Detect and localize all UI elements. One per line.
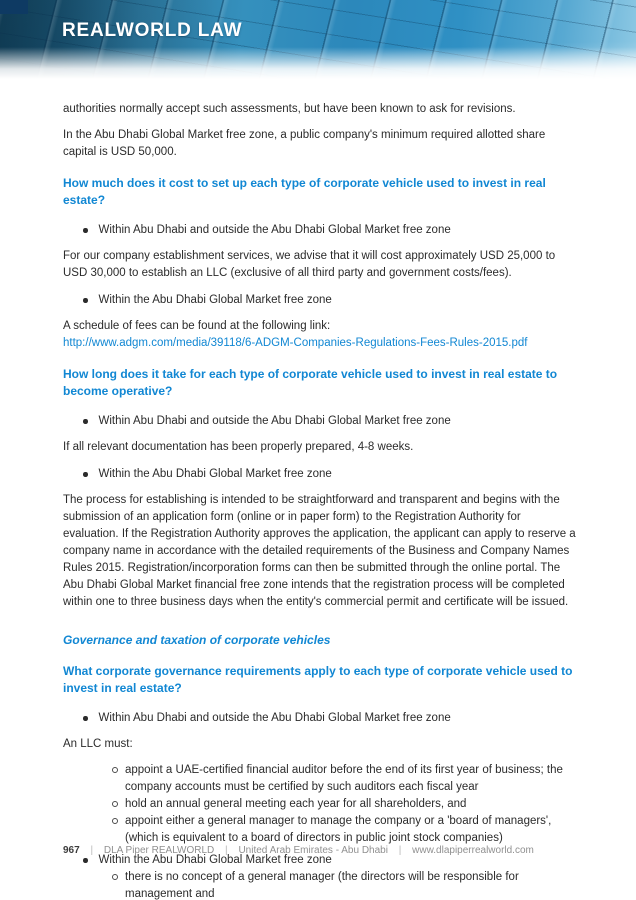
footer-separator: | [225,845,228,856]
sub-list-item [112,869,578,900]
list-item [83,413,578,430]
paragraph: If all relevant documentation has been properly prepared, 4-8 weeks. [63,441,414,453]
section-heading-governance-taxation: Governance and taxation of corporate vehicles [63,633,331,647]
list-item-label: Within Abu Dhabi and outside the Abu Dhabi Global Market free zone [98,224,451,236]
list-item [83,292,578,309]
link-paragraph [63,335,578,352]
bullet-icon [83,228,88,233]
circle-bullet-icon [112,801,118,807]
list-item-label: Within the Abu Dhabi Global Market free zone [98,468,332,480]
page-number: 967 [63,845,80,856]
paragraph: In the Abu Dhabi Global Market free zone, a public company's minimum required allotted share capital is USD 50,000. [63,129,546,158]
adgm-fees-pdf-link[interactable]: http://www.adgm.com/media/39118/6-ADGM-Companies-Regulations-Fees-Rules-2015.pdf [63,337,528,349]
paragraph: For our company establishment services, we advise that it will cost approximately USD 25,000 to USD 30,000 to establish an LLC (exclusive of all third party and government costs/fees). [63,250,556,279]
question-heading-setup-cost: How much does it cost to set up each type of corporate vehicle used to invest in real estate? [63,176,546,207]
sub-list-item [112,762,578,796]
footer-separator: | [90,845,94,856]
bullet-icon [83,298,88,303]
sub-list-item [112,813,578,847]
bullet-icon [83,858,88,863]
list-item-label: Within Abu Dhabi and outside the Abu Dhabi Global Market free zone [98,712,451,724]
list-item-label: Within the Abu Dhabi Global Market free zone [98,854,332,866]
paragraph: authorities normally accept such assessments, but have been known to ask for revisions. [63,103,516,115]
circle-bullet-icon [112,818,118,824]
bullet-icon [83,716,88,721]
sub-list-item-label: appoint either a general manager to manage the company or a 'board of managers', (which is equivalent to a board of directors in public joint stock companies) [125,815,552,844]
page-footer [63,845,534,856]
header-corner-panel [0,0,28,14]
list-item-label: Within the Abu Dhabi Global Market free zone [98,294,332,306]
list-item [83,466,578,483]
question-heading-setup-time: How long does it take for each type of corporate vehicle used to invest in real estate to become operative? [63,367,558,398]
footer-publication: DLA Piper REALWORLD [103,845,215,856]
bullet-icon [83,419,88,424]
paragraph: The process for establishing is intended to be straightforward and transparent and begins with the submission of an application form (online or in paper form) to the Registration Authority for evaluation. If the Registration Authority approves the application, the applicant can apply to reserve a company name in accordance with the detailed requirements of the Business and Company Names Rules 2015. Registration/incorporation forms can then be submitted through the online portal. The Abu Dhabi Global Market financial free zone intends that the registration process will be completed within one to three business days when the entity's commercial permit and certificate will be issued. [63,494,576,608]
list-item [83,710,578,727]
footer-separator: | [398,845,402,856]
paragraph: A schedule of fees can be found at the following link: [63,320,331,332]
footer-website-url: www.dlapiperrealworld.com [412,845,534,856]
question-heading-governance-requirements: What corporate governance requirements apply to each type of corporate vehicle used to invest in real estate? [63,664,573,695]
brand-wordmark: REALWORLD LAW [62,20,243,41]
page-header-banner [0,0,636,84]
sub-list-item-label: appoint a UAE-certified financial auditor before the end of its first year of business; the company accounts must be certified by such auditors each fiscal year [125,764,563,793]
paragraph: An LLC must: [63,738,133,750]
list-item [83,222,578,239]
document-body [0,84,636,900]
sub-list-item [112,796,578,813]
footer-jurisdiction: United Arab Emirates - Abu Dhabi [238,845,388,856]
bullet-icon [83,472,88,477]
circle-bullet-icon [112,874,118,880]
circle-bullet-icon [112,767,118,773]
sub-list-item-label: there is no concept of a general manager (the directors will be responsible for management and [125,871,519,900]
list-item-label: Within Abu Dhabi and outside the Abu Dhabi Global Market free zone [98,415,451,427]
sub-list-item-label: hold an annual general meeting each year for all shareholders, and [125,798,467,810]
